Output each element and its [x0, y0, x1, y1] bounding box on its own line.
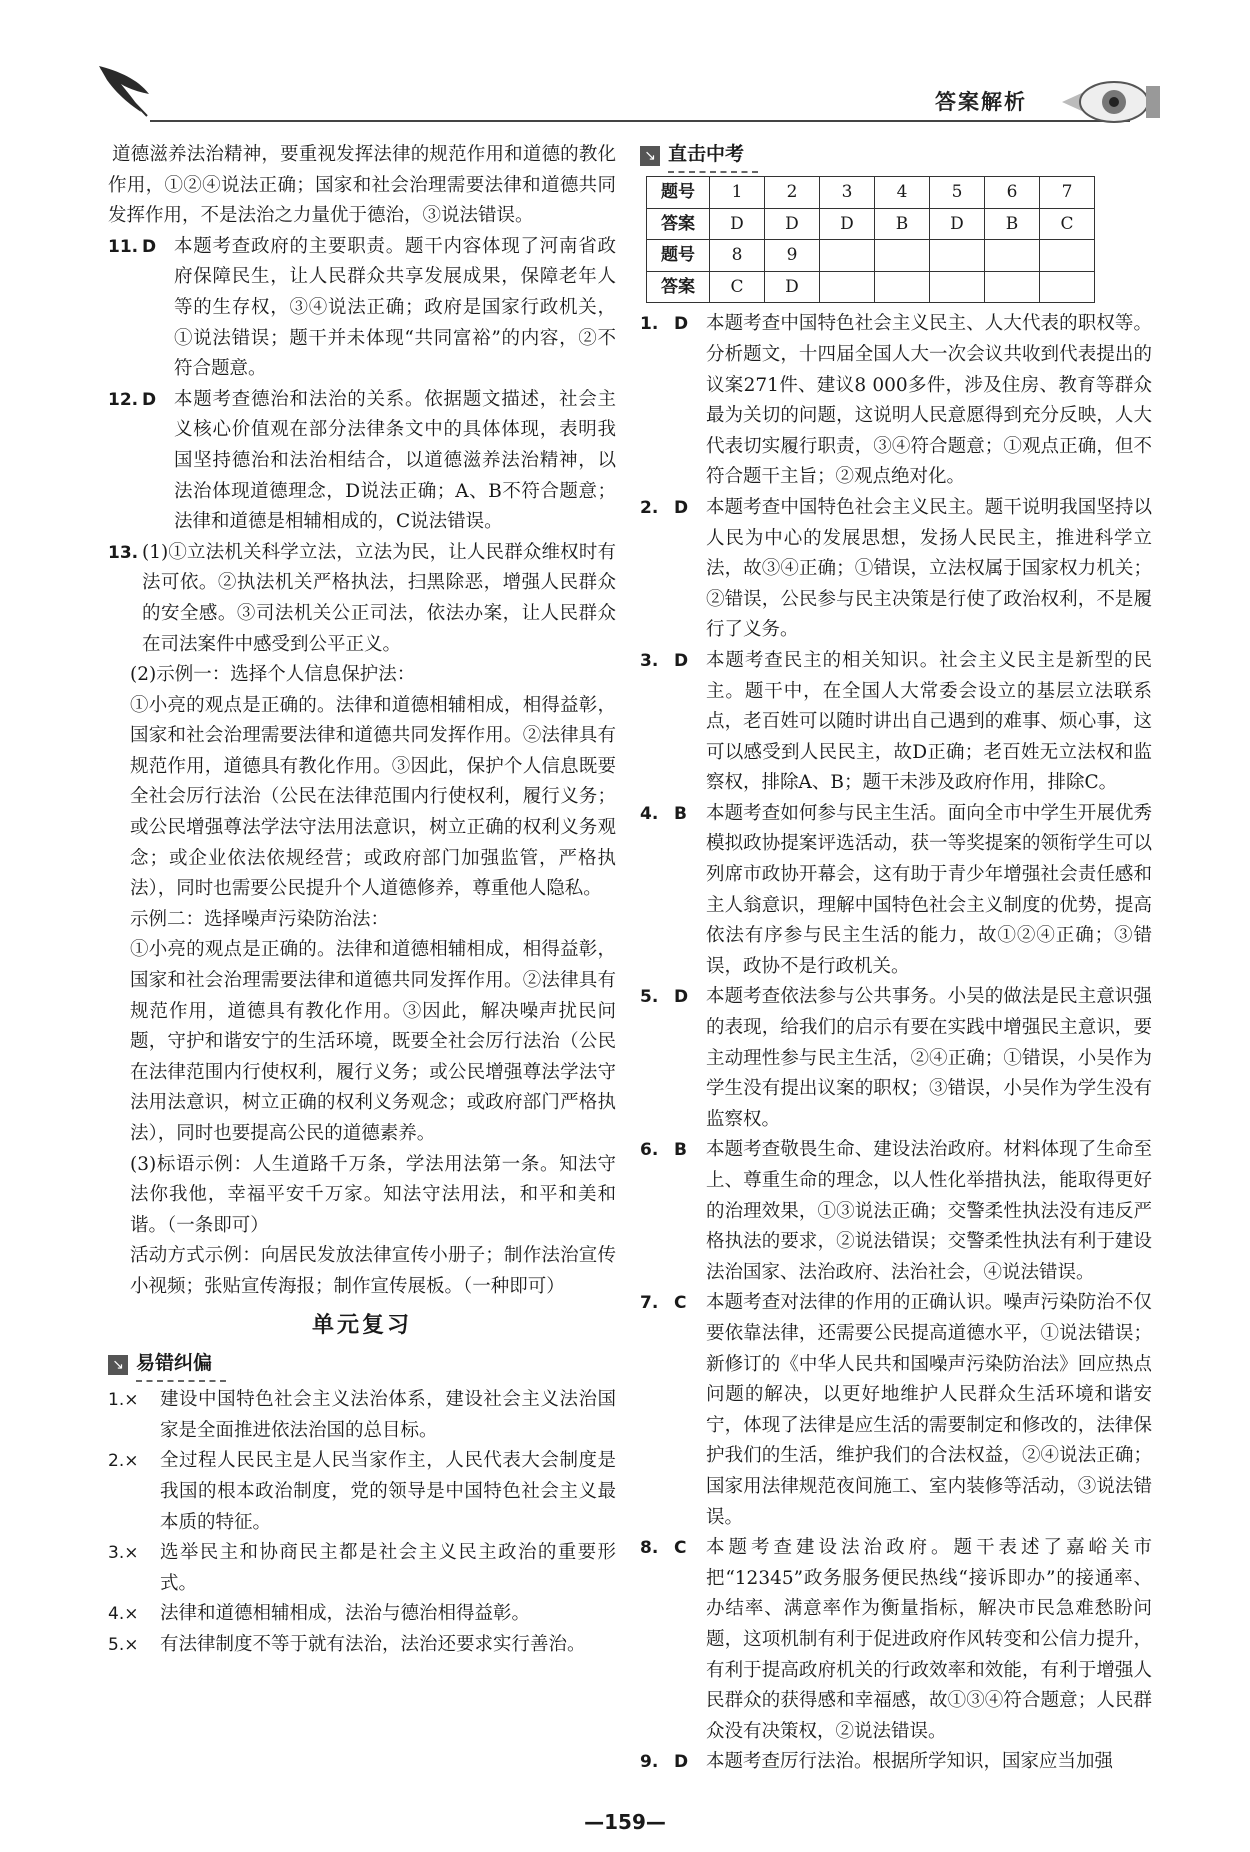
item-answer: D	[674, 987, 689, 1008]
answer-item-r6	[640, 1135, 1152, 1288]
item-13-part3-activity: 活动方式示例：向居民发放法律宣传小册子；制作法治宣传小视频；张贴宣传海报；制作宣传展板。（一种即可）	[130, 1245, 616, 1297]
item-answer: D	[674, 650, 689, 671]
answer-item-r3	[640, 646, 1152, 799]
item-number: 13.	[108, 542, 139, 563]
item-answer: D	[674, 314, 689, 335]
intro-paragraph: 道德滋养法治精神，要重视发挥法律的规范作用和道德的教化作用，①②④说法正确；国家和社会治理需要法律和道德共同发挥作用，不是法治之力量优于德治，③说法错误。	[108, 144, 616, 227]
eye-logo-icon	[1060, 78, 1160, 126]
error-text: 建设中国特色社会主义法治体系，建设社会主义法治国家是全面推进依法治国的总目标。	[160, 1389, 616, 1441]
error-number: 5.×	[108, 1634, 139, 1655]
page-title: 答案解析	[935, 90, 1027, 114]
table-row	[647, 271, 1095, 303]
right-column	[640, 140, 1152, 1778]
error-text: 选举民主和协商民主都是社会主义民主政治的重要形式。	[160, 1542, 616, 1594]
item-number: 2.	[640, 497, 659, 518]
page-header	[0, 0, 1250, 130]
item-explanation-part1: (1)①立法机关科学立法，立法为民，让人民群众维权时有法可依。②执法机关严格执法，扫黑除恶，增强人民群众的安全感。③司法机关公正司法，依法办案，让人民群众在司法案件中感受到公平正义。	[142, 541, 616, 655]
item-explanation: 本题考查中国特色社会主义民主、人大代表的职权等。分析题文，十四届全国人大一次会议共收到代表提出的议案271件、建议8 000多件，涉及住房、教育等群众最为关切的问题，这说明人民意愿得到充分反映，人大代表切实履行职责，③④符合题意；①观点正确，但不符合题干主旨；②观点绝对化。	[706, 313, 1152, 488]
table-row	[647, 208, 1095, 240]
answer-item-r9	[640, 1747, 1152, 1778]
section-header-zhongkao	[640, 140, 1152, 172]
table-cell: C	[710, 271, 765, 303]
table-row	[647, 240, 1095, 272]
item-number: 1.	[640, 314, 659, 335]
item-number: 12.	[108, 389, 139, 410]
item-number: 3.	[640, 650, 659, 671]
arrow-badge-icon: ↘	[108, 1355, 128, 1375]
error-text: 全过程人民民主是人民当家作主，人民代表大会制度是我国的根本政治制度，党的领导是中国特色社会主义最本质的特征。	[160, 1450, 616, 1533]
item-number: 6.	[640, 1140, 659, 1161]
answer-item-12	[108, 385, 616, 538]
answer-item-11	[108, 232, 616, 385]
item-answer: C	[674, 1293, 687, 1314]
item-explanation: 本题考查中国特色社会主义民主。题干说明我国坚持以人民为中心的发展思想，发扬人民民主，推进科学立法，故③④正确；①错误，立法权属于国家权力机关；②错误，公民参与民主决策是行使了政治权利，不是履行了义务。	[706, 496, 1152, 641]
table-cell	[820, 271, 875, 303]
item-explanation: 本题考查依法参与公共事务。小吴的做法是民主意识强的表现，给我们的启示有要在实践中增强民主意识，要主动理性参与民主生活，②④正确；①错误，小吴作为学生没有提出议案的职权；③错误，小吴作为学生没有监察权。	[706, 986, 1152, 1130]
error-text: 法律和道德相辅相成，法治与德治相得益彰。	[160, 1603, 531, 1625]
error-number: 1.×	[108, 1390, 139, 1411]
item-number: 4.	[640, 803, 659, 824]
feather-icon	[95, 62, 155, 120]
item-answer: D	[142, 389, 157, 410]
table-cell	[875, 240, 930, 272]
table-cell: D	[930, 208, 985, 240]
answer-item-r8	[640, 1533, 1152, 1747]
table-cell: 2	[765, 177, 820, 209]
item-answer: D	[674, 1752, 689, 1773]
item-explanation: 本题考查德治和法治的关系。依据题文描述，社会主义核心价值观在部分法律条文中的具体体现，表明我国坚持德治和法治相结合，以道德滋养法治精神，以法治体现道德理念，D说法正确；A、B不符合题意；法律和道德是相辅相成的，C说法错误。	[174, 388, 616, 533]
table-cell	[985, 271, 1040, 303]
table-cell: 7	[1040, 177, 1095, 209]
table-cell: C	[1040, 208, 1095, 240]
item-answer: D	[674, 497, 689, 518]
item-answer: B	[674, 1140, 687, 1161]
table-cell: 8	[710, 240, 765, 272]
answer-item-r4	[640, 799, 1152, 983]
error-item	[108, 1630, 616, 1661]
item-13-part2-heading2: 示例二：选择噪声污染防治法：	[130, 908, 390, 930]
table-cell	[930, 240, 985, 272]
item-answer: D	[142, 236, 157, 257]
table-cell: B	[875, 208, 930, 240]
answer-item-r1	[640, 309, 1152, 493]
table-cell	[820, 240, 875, 272]
table-cell: D	[765, 208, 820, 240]
answer-item-r7	[640, 1288, 1152, 1533]
error-item	[108, 1385, 616, 1446]
item-explanation: 本题考查民主的相关知识。社会主义民主是新型的民主。题干中，在全国人大常委会设立的基层立法联系点，老百姓可以随时讲出自己遇到的难事、烦心事，这可以感受到人民民主，故D正确；老百姓无立法权和监察权，排除A、B；题干未涉及政府作用，排除C。	[706, 649, 1152, 794]
table-cell	[985, 240, 1040, 272]
item-13-part3-slogan: (3)标语示例：人生道路千万条，学法用法第一条。知法守法你我他，幸福平安千万家。知法守法用法，和平和美和谐。（一条即可）	[130, 1153, 616, 1236]
answer-item-r5	[640, 982, 1152, 1135]
table-cell	[1040, 271, 1095, 303]
error-item	[108, 1599, 616, 1630]
arrow-badge-icon: ↘	[640, 146, 660, 166]
answer-table	[646, 176, 1095, 303]
unit-review-title: 单元复习	[311, 1312, 412, 1338]
section-label: 直击中考	[668, 139, 758, 174]
table-cell: 3	[820, 177, 875, 209]
item-number: 11.	[108, 236, 139, 257]
table-cell: 9	[765, 240, 820, 272]
item-13-part2-example1: ①小亮的观点是正确的。法律和道德相辅相成，相得益彰，国家和社会治理需要法律和道德共同发挥作用。②法律具有规范作用，道德具有教化作用。③因此，保护个人信息既要全社会厉行法治（公民在法律范围内行使权利，履行义务；或公民增强尊法学法守法用法意识，树立正确的权利义务观念；或企业依法依规经营；或政府部门加强监管，严格执法），同时也需要公民提升个人道德修养，尊重他人隐私。	[130, 694, 616, 900]
error-number: 4.×	[108, 1604, 139, 1625]
item-explanation: 本题考查建设法治政府。题干表述了嘉峪关市把“12345”政务服务便民热线“接诉即办”的接通率、办结率、满意率作为衡量指标，解决市民急难愁盼问题，这项机制有利于促进政府作风转变和公信力提升，有利于提高政府机关的行政效率和效能，有利于增强人民群众的获得感和幸福感，故①③④符合题意；人民群众没有决策权，②说法错误。	[706, 1537, 1152, 1742]
error-item	[108, 1538, 616, 1599]
table-cell: D	[820, 208, 875, 240]
error-number: 2.×	[108, 1451, 139, 1472]
section-label: 易错纠偏	[136, 1348, 226, 1383]
table-cell	[875, 271, 930, 303]
table-cell	[1040, 240, 1095, 272]
item-explanation: 本题考查厉行法治。根据所学知识，国家应当加强	[706, 1751, 1114, 1773]
answer-item-r2	[640, 493, 1152, 646]
item-answer: C	[674, 1538, 687, 1559]
item-13-part2-heading: (2)示例一：选择个人信息保护法：	[130, 664, 416, 686]
header-rule	[150, 120, 1130, 122]
table-cell: B	[985, 208, 1040, 240]
item-number: 8.	[640, 1538, 659, 1559]
table-cell: 5	[930, 177, 985, 209]
section-header-errors	[108, 1349, 616, 1381]
item-13-part2-example2: ①小亮的观点是正确的。法律和道德相辅相成，相得益彰，国家和社会治理需要法律和道德共同发挥作用。②法律具有规范作用，道德具有教化作用。③因此，解决噪声扰民问题，守护和谐安宁的生活环境，既要全社会厉行法治（公民在法律范围内行使权利，履行义务；或公民增强尊法学法守法用法意识，树立正确的权利义务观念；或政府部门严格执法），同时也要提高公民的道德素养。	[130, 939, 616, 1144]
table-header-cell: 题号	[647, 177, 710, 209]
answer-item-13	[108, 538, 616, 660]
item-explanation: 本题考查政府的主要职责。题干内容体现了河南省政府保障民生，让人民群众共享发展成果，保障老年人等的生存权，③④说法正确；政府是国家行政机关，①说法错误；题干并未体现“共同富裕”的内容，②不符合题意。	[174, 235, 616, 380]
item-number: 7.	[640, 1293, 659, 1314]
table-header-cell: 答案	[647, 208, 710, 240]
table-cell	[930, 271, 985, 303]
table-row	[647, 177, 1095, 209]
table-cell: D	[765, 271, 820, 303]
left-column	[108, 140, 616, 1661]
table-cell: 1	[710, 177, 765, 209]
item-explanation: 本题考查敬畏生命、建设法治政府。材料体现了生命至上、尊重生命的理念，以人性化举措执法，能取得更好的治理效果，①③说法正确；交警柔性执法没有违反严格执法的要求，②说法错误；交警柔性执法有利于建设法治国家、法治政府、法治社会，④说法错误。	[706, 1139, 1152, 1283]
table-cell: 6	[985, 177, 1040, 209]
error-item	[108, 1446, 616, 1538]
item-explanation: 本题考查对法律的作用的正确认识。噪声污染防治不仅要依靠法律，还需要公民提高道德水平，①说法错误；新修订的《中华人民共和国噪声污染防治法》回应热点问题的解决，以更好地维护人民群众生活环境和谐安宁，体现了法律是应生活的需要制定和修改的，法律保护我们的生活，维护我们的合法权益，②④说法正确；国家用法律规范夜间施工、室内装修等活动，③说法错误。	[706, 1292, 1152, 1528]
page-number: —159—	[584, 1810, 666, 1834]
table-cell: D	[710, 208, 765, 240]
item-number: 5.	[640, 987, 659, 1008]
error-text: 有法律制度不等于就有法治，法治还要求实行善治。	[160, 1633, 586, 1655]
error-number: 3.×	[108, 1543, 139, 1564]
item-explanation: 本题考查如何参与民主生活。面向全市中学生开展优秀模拟政协提案评选活动，获一等奖提案的领衔学生可以列席市政协开幕会，这有助于青少年增强社会责任感和主人翁意识，理解中国特色社会主义制度的优势，提高依法有序参与民主生活的能力，故①②④正确；③错误，政协不是行政机关。	[706, 802, 1152, 977]
table-header-cell: 答案	[647, 271, 710, 303]
table-header-cell: 题号	[647, 240, 710, 272]
item-answer: B	[674, 803, 687, 824]
table-cell: 4	[875, 177, 930, 209]
item-number: 9.	[640, 1752, 659, 1773]
